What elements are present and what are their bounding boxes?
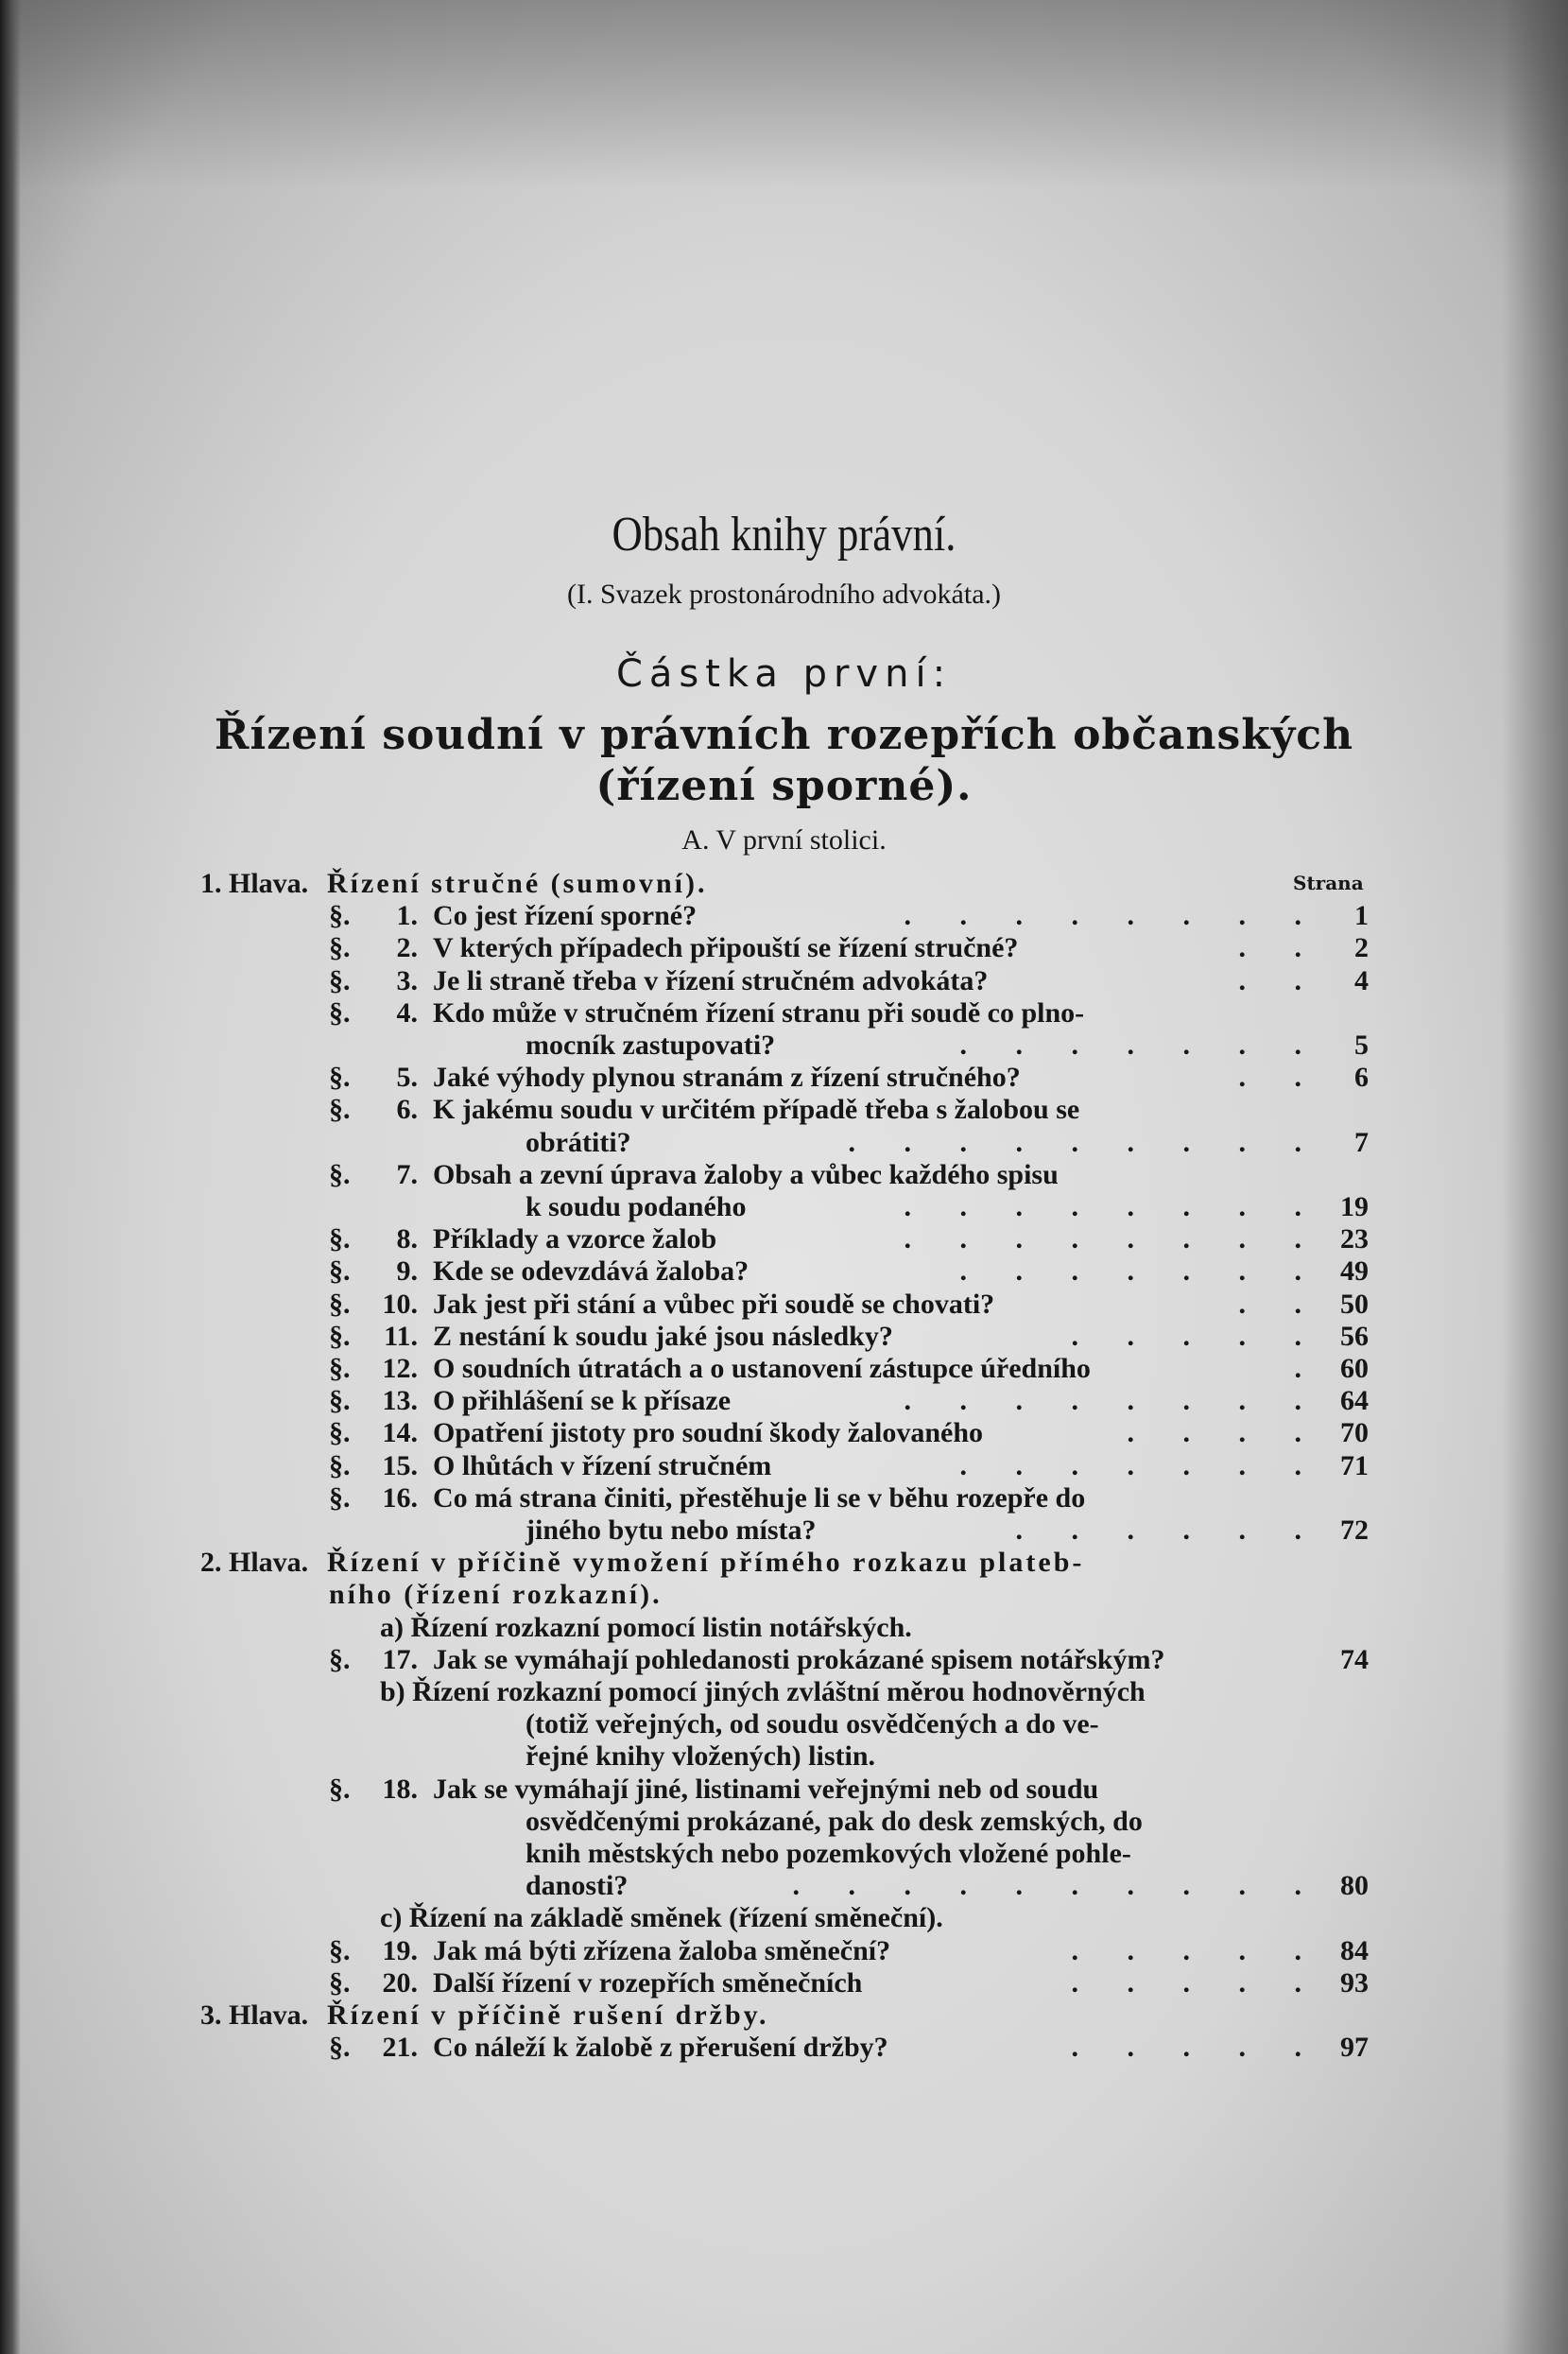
subsection-heading: c) Řízení na základě směnek (řízení směneční). xyxy=(380,1902,943,1934)
leader-dots: . . xyxy=(1238,932,1322,964)
page-number: 1 xyxy=(1354,900,1369,932)
page-number: 71 xyxy=(1340,1449,1369,1481)
page-subtitle: (I. Svazek prostonárodního advokáta.) xyxy=(566,579,1002,610)
toc-row xyxy=(0,1450,1568,1484)
paragraph-number: 4. xyxy=(396,996,418,1029)
entry-title-continued: jiného bytu nebo místa? xyxy=(526,1515,817,1546)
toc-row xyxy=(0,1999,1568,2034)
paragraph-number: 14. xyxy=(382,1417,418,1449)
toc-row xyxy=(0,1676,1568,1710)
paragraph-number: 18. xyxy=(382,1773,418,1805)
leader-dots: . . . . . xyxy=(1071,1966,1322,1999)
leader-dots: . . xyxy=(1238,1288,1322,1320)
paragraph-sign: §. xyxy=(329,1353,351,1384)
toc-row xyxy=(0,1321,1568,1355)
toc-row xyxy=(0,1838,1568,1872)
entry-title: Kdo může v stručném řízení stranu při soudě co plno- xyxy=(433,996,1085,1029)
toc-row xyxy=(0,1223,1568,1257)
page-number: 23 xyxy=(1340,1223,1369,1255)
entry-title-continued: mocník zastupovati? xyxy=(526,1030,776,1061)
entry-title: O soudních útratách a o ustanovení zástupce úředního xyxy=(433,1353,1091,1384)
chapter-title: Řízení v příčině rušení držby. xyxy=(327,1999,769,2031)
paragraph-number: 16. xyxy=(382,1481,418,1514)
page-number: 64 xyxy=(1340,1385,1369,1417)
toc-row xyxy=(0,1127,1568,1161)
paragraph-sign: §. xyxy=(329,1094,351,1126)
page-title: Obsah knihy právní. xyxy=(612,508,956,562)
entry-title-continued: danosti? xyxy=(526,1870,629,1902)
paragraph-sign: §. xyxy=(329,996,351,1029)
page-number: 70 xyxy=(1340,1417,1369,1449)
page-number: 97 xyxy=(1340,2032,1369,2064)
chapter-title: Řízení v příčině vymožení přímého rozkazu plateb- xyxy=(327,1547,1085,1579)
toc-row xyxy=(0,1417,1568,1451)
entry-title: Obsah a zevní úprava žaloby a vůbec každého spisu xyxy=(433,1158,1059,1190)
toc-row xyxy=(0,1774,1568,1808)
page-number: 50 xyxy=(1340,1288,1369,1320)
paragraph-sign: §. xyxy=(329,1288,351,1320)
paragraph-sign: §. xyxy=(329,1320,351,1352)
paragraph-sign: §. xyxy=(329,1481,351,1514)
toc-row xyxy=(0,1159,1568,1193)
page-number: 56 xyxy=(1340,1320,1369,1352)
paragraph-number: 8. xyxy=(396,1223,418,1255)
page-number: 7 xyxy=(1354,1126,1369,1158)
leader-dots: . . . . . xyxy=(1071,1934,1322,1966)
toc-row xyxy=(0,2032,1568,2066)
part-heading: Částka první: xyxy=(615,652,953,696)
entry-title: O přihlášení se k přísaze xyxy=(433,1385,732,1417)
paragraph-number: 9. xyxy=(396,1255,418,1288)
toc-row xyxy=(0,868,1568,902)
paragraph-sign: §. xyxy=(329,1934,351,1966)
paragraph-sign: §. xyxy=(329,1643,351,1675)
page-number: 84 xyxy=(1340,1934,1369,1966)
entry-title: Co náleží k žalobě z přerušení držby? xyxy=(433,2032,888,2064)
page-number: 6 xyxy=(1354,1062,1369,1094)
paragraph-number: 1. xyxy=(396,900,418,932)
toc-row xyxy=(0,1806,1568,1840)
entry-title-continued: řejné knihy vložených) listin. xyxy=(526,1740,876,1773)
entry-title: V kterých případech připouští se řízení stručné? xyxy=(433,932,1019,964)
leader-dots: . . xyxy=(1238,1062,1322,1094)
paragraph-number: 15. xyxy=(382,1449,418,1481)
paragraph-sign: §. xyxy=(329,1158,351,1190)
entry-title: Je li straně třeba v řízení stručném advokáta? xyxy=(433,964,989,996)
toc-row xyxy=(0,1870,1568,1904)
toc-row xyxy=(0,1191,1568,1225)
entry-title: K jakému soudu v určitém případě třeba s žalobou se xyxy=(433,1094,1080,1126)
toc-row xyxy=(0,1255,1568,1290)
leader-dots: . . . . . . . xyxy=(959,1030,1322,1061)
toc-row xyxy=(0,1644,1568,1678)
toc-row xyxy=(0,1902,1568,1936)
chapter-title: Řízení stručné (sumovní). xyxy=(327,868,708,899)
page-shadow-top xyxy=(0,0,1568,189)
leader-dots: . . . . . . . . xyxy=(904,1191,1322,1222)
paragraph-number: 10. xyxy=(382,1288,418,1320)
page-number: 5 xyxy=(1354,1030,1369,1061)
paragraph-sign: §. xyxy=(329,1773,351,1805)
toc-row xyxy=(0,1289,1568,1323)
entry-title: Jaké výhody plynou stranám z řízení stručného? xyxy=(433,1062,1021,1094)
toc-row xyxy=(0,1062,1568,1096)
paragraph-sign: §. xyxy=(329,900,351,932)
leader-dots: . . . . . . xyxy=(1015,1515,1322,1546)
entry-title-continued: k soudu podaného xyxy=(526,1191,747,1222)
leader-dots: . . . . . . . . xyxy=(904,900,1322,932)
main-heading-line-1: Řízení soudní v právních rozepřích občanských xyxy=(214,711,1354,759)
leader-dots: . . . . . . . xyxy=(959,1449,1322,1481)
leader-dots: . . . . . . . . . xyxy=(848,1126,1322,1158)
toc-row xyxy=(0,1385,1568,1419)
paragraph-sign: §. xyxy=(329,1385,351,1417)
paragraph-sign: §. xyxy=(329,1223,351,1255)
entry-title-continued: (totiž veřejných, od soudu osvědčených a do ve- xyxy=(526,1708,1099,1740)
entry-title: Příklady a vzorce žalob xyxy=(433,1223,717,1255)
paragraph-sign: §. xyxy=(329,964,351,996)
entry-title: Další řízení v rozepřích směnečních xyxy=(433,1966,863,1999)
entry-title: Jak se vymáhají pohledanosti prokázané spisem notářským? xyxy=(433,1643,1165,1675)
leader-dots: . . . . . . . . xyxy=(904,1223,1322,1255)
leader-dots: . xyxy=(1294,1353,1322,1384)
entry-title: Jak se vymáhají jiné, listinami veřejnými neb od soudu xyxy=(433,1773,1099,1805)
paragraph-number: 20. xyxy=(382,1966,418,1999)
paragraph-number: 21. xyxy=(382,2032,418,2064)
paragraph-number: 19. xyxy=(382,1934,418,1966)
paragraph-number: 17. xyxy=(382,1643,418,1675)
toc-row xyxy=(0,1708,1568,1742)
paragraph-sign: §. xyxy=(329,932,351,964)
toc-row xyxy=(0,997,1568,1031)
toc-row xyxy=(0,965,1568,999)
toc-row xyxy=(0,1515,1568,1549)
paragraph-sign: §. xyxy=(329,1966,351,1999)
chapter-label: 3. Hlava. xyxy=(200,1999,309,2031)
leader-dots: . . xyxy=(1238,964,1322,996)
paragraph-number: 12. xyxy=(382,1353,418,1384)
entry-title: Z nestání k soudu jaké jsou následky? xyxy=(433,1320,893,1352)
toc-row xyxy=(0,1740,1568,1774)
leader-dots: . . . . xyxy=(1127,1417,1322,1449)
page-number: 2 xyxy=(1354,932,1369,964)
entry-title: Co má strana činiti, přestěhuje li se v běhu rozepře do xyxy=(433,1481,1086,1514)
toc-row xyxy=(0,1935,1568,1969)
toc-row xyxy=(0,900,1568,934)
paragraph-number: 3. xyxy=(396,964,418,996)
paragraph-sign: §. xyxy=(329,1062,351,1094)
paragraph-sign: §. xyxy=(329,1449,351,1481)
paragraph-sign: §. xyxy=(329,2032,351,2064)
chapter-label: 1. Hlava. xyxy=(200,868,309,899)
toc-row xyxy=(0,1030,1568,1064)
entry-title-continued: osvědčenými prokázané, pak do desk zemských, do xyxy=(526,1805,1143,1837)
page-column-header: Strana xyxy=(1293,872,1364,894)
chapter-label: 2. Hlava. xyxy=(200,1547,309,1579)
page-number: 80 xyxy=(1340,1870,1369,1902)
page-number: 19 xyxy=(1340,1191,1369,1222)
entry-title: Opatření jistoty pro soudní škody žalovaného xyxy=(433,1417,984,1449)
subsection-heading: b) Řízení rozkazní pomocí jiných zvláštní měrou hodnověrných xyxy=(380,1676,1146,1707)
leader-dots: . . . . . xyxy=(1071,2032,1322,2064)
page-number: 74 xyxy=(1340,1643,1369,1675)
section-heading: A. V první stolici. xyxy=(681,824,887,856)
entry-title: O lhůtách v řízení stručném xyxy=(433,1449,772,1481)
page-number: 93 xyxy=(1340,1966,1369,1999)
toc-row xyxy=(0,1482,1568,1516)
leader-dots: . . . . . . . . . . xyxy=(792,1870,1322,1902)
page-number: 60 xyxy=(1340,1353,1369,1384)
toc-row xyxy=(0,1579,1568,1613)
paragraph-number: 5. xyxy=(396,1062,418,1094)
toc-row xyxy=(0,1967,1568,2001)
leader-dots: . . . . . xyxy=(1071,1320,1322,1352)
toc-row xyxy=(0,1094,1568,1128)
paragraph-number: 6. xyxy=(396,1094,418,1126)
subsection-heading: a) Řízení rozkazní pomocí listin notářských. xyxy=(380,1611,912,1643)
page-number: 49 xyxy=(1340,1255,1369,1288)
paragraph-sign: §. xyxy=(329,1417,351,1449)
toc-row xyxy=(0,1612,1568,1646)
page-number: 72 xyxy=(1340,1515,1369,1546)
toc-row xyxy=(0,1547,1568,1581)
paragraph-number: 13. xyxy=(382,1385,418,1417)
leader-dots: . . . . . . . xyxy=(959,1255,1322,1288)
entry-title-continued: knih městských nebo pozemkových vložené pohle- xyxy=(526,1838,1131,1869)
paragraph-number: 11. xyxy=(384,1320,418,1352)
page-number: 4 xyxy=(1354,964,1369,996)
entry-title: Co jest řízení sporné? xyxy=(433,900,698,932)
toc-row xyxy=(0,932,1568,966)
paragraph-number: 7. xyxy=(396,1158,418,1190)
entry-title: Jak jest při stání a vůbec při soudě se chovati? xyxy=(433,1288,995,1320)
toc-row xyxy=(0,1353,1568,1387)
paragraph-number: 2. xyxy=(396,932,418,964)
entry-title: Kde se odevzdává žaloba? xyxy=(433,1255,750,1288)
chapter-title-continued: ního (řízení rozkazní). xyxy=(329,1579,663,1611)
paragraph-sign: §. xyxy=(329,1255,351,1288)
entry-title: Jak má býti zřízena žaloba směneční? xyxy=(433,1934,891,1966)
entry-title-continued: obrátiti? xyxy=(526,1126,631,1158)
leader-dots: . . . . . . . . xyxy=(904,1385,1322,1417)
main-heading-line-2: (řízení sporné). xyxy=(595,762,973,810)
